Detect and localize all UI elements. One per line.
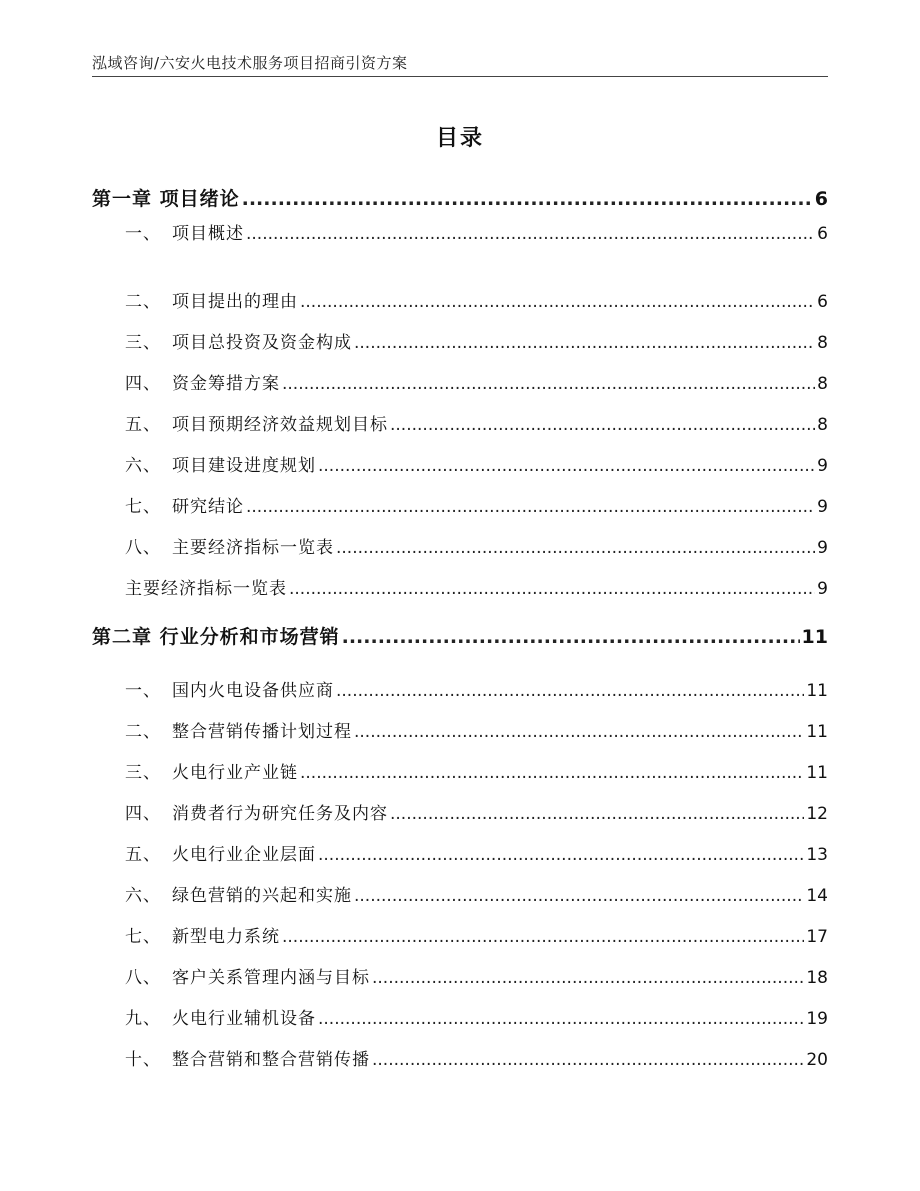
- toc-section-1-5[interactable]: [125, 410, 828, 435]
- toc-section-label: 项目概述: [172, 224, 244, 244]
- toc-section-number: 二、: [125, 722, 161, 742]
- toc-section-label: 火电行业企业层面: [172, 845, 316, 865]
- toc-section-2-9[interactable]: [125, 1004, 828, 1029]
- toc-dot-leader: [372, 968, 804, 988]
- toc-entry-summary-table[interactable]: [125, 574, 828, 599]
- toc-section-1-2[interactable]: [125, 287, 828, 312]
- toc-dot-leader: [282, 374, 815, 394]
- toc-dot-leader: [390, 804, 804, 824]
- toc-section-number: 一、: [125, 224, 161, 244]
- toc-page-number: 9: [817, 497, 828, 517]
- toc-page-number: 14: [806, 886, 828, 906]
- toc-section-number: 六、: [125, 886, 161, 906]
- toc-section-label: 项目总投资及资金构成: [172, 333, 352, 353]
- toc-section-number: 七、: [125, 497, 161, 517]
- toc-chapter-label: 第二章 行业分析和市场营销: [92, 626, 340, 648]
- toc-section-2-1[interactable]: [125, 676, 828, 701]
- toc-dot-leader: [300, 292, 815, 312]
- toc-section-2-6[interactable]: [125, 881, 828, 906]
- toc-dot-leader: [246, 224, 815, 244]
- toc-section-2-4[interactable]: [125, 799, 828, 824]
- toc-section-number: 一、: [125, 681, 161, 701]
- toc-section-1-1[interactable]: [125, 219, 828, 244]
- toc-dot-leader: [318, 1009, 804, 1029]
- toc-section-number: 五、: [125, 415, 161, 435]
- toc-dot-leader: [242, 188, 813, 210]
- toc-page-number: 8: [817, 374, 828, 394]
- toc-section-1-8[interactable]: [125, 533, 828, 558]
- toc-dot-leader: [289, 579, 815, 599]
- toc-page-number: 9: [817, 456, 828, 476]
- toc-dot-leader: [246, 497, 815, 517]
- toc-section-number: 六、: [125, 456, 161, 476]
- toc-dot-leader: [354, 722, 804, 742]
- toc-page-number: 6: [817, 224, 828, 244]
- toc-section-label: 消费者行为研究任务及内容: [172, 804, 388, 824]
- toc-section-label: 资金筹措方案: [172, 374, 280, 394]
- toc-dot-leader: [336, 538, 815, 558]
- toc-page-number: 8: [817, 333, 828, 353]
- toc-page-number: 6: [817, 292, 828, 312]
- toc-section-number: 十、: [125, 1050, 161, 1070]
- toc-section-label: 项目预期经济效益规划目标: [172, 415, 388, 435]
- toc-page-number: 11: [801, 626, 828, 648]
- toc-section-number: 四、: [125, 804, 161, 824]
- toc-section-1-6[interactable]: [125, 451, 828, 476]
- toc-section-label: 火电行业辅机设备: [172, 1009, 316, 1029]
- toc-section-label: 客户关系管理内涵与目标: [172, 968, 370, 988]
- toc-page-number: 11: [806, 763, 828, 783]
- toc-chapter-label: 第一章 项目绪论: [92, 188, 240, 210]
- toc-page-number: 6: [814, 188, 828, 210]
- toc-section-1-3[interactable]: [125, 328, 828, 353]
- toc-title: 目录: [435, 126, 484, 151]
- toc-section-label: 新型电力系统: [172, 927, 280, 947]
- toc-page-number: 9: [817, 579, 828, 599]
- toc-page-number: 18: [806, 968, 828, 988]
- toc-page-number: 11: [806, 722, 828, 742]
- toc-page-number: 13: [806, 845, 828, 865]
- toc-chapter-2[interactable]: [92, 622, 828, 649]
- toc-page-number: 17: [806, 927, 828, 947]
- toc-chapter-1[interactable]: [92, 184, 828, 211]
- toc-dot-leader: [336, 681, 804, 701]
- toc-section-label: 整合营销传播计划过程: [172, 722, 352, 742]
- toc-dot-leader: [390, 415, 815, 435]
- toc-dot-leader: [300, 763, 804, 783]
- toc-section-2-2[interactable]: [125, 717, 828, 742]
- toc-page-number: 9: [817, 538, 828, 558]
- toc-section-2-10[interactable]: [125, 1045, 828, 1070]
- toc-section-2-3[interactable]: [125, 758, 828, 783]
- toc-dot-leader: [342, 626, 800, 648]
- toc-dot-leader: [372, 1050, 804, 1070]
- toc-section-1-4[interactable]: [125, 369, 828, 394]
- toc-section-label: 研究结论: [172, 497, 244, 517]
- toc-page-number: 20: [806, 1050, 828, 1070]
- toc-section-label: 火电行业产业链: [172, 763, 298, 783]
- toc-dot-leader: [282, 927, 804, 947]
- toc-page-number: 19: [806, 1009, 828, 1029]
- toc-dot-leader: [318, 456, 815, 476]
- toc-page-number: 8: [817, 415, 828, 435]
- running-header: 泓域咨询/六安火电技术服务项目招商引资方案: [92, 54, 408, 72]
- toc-section-label: 主要经济指标一览表: [125, 579, 287, 599]
- toc-section-number: 七、: [125, 927, 161, 947]
- toc-section-label: 绿色营销的兴起和实施: [172, 886, 352, 906]
- toc-section-label: 主要经济指标一览表: [172, 538, 334, 558]
- toc-section-label: 项目提出的理由: [172, 292, 298, 312]
- toc-section-label: 项目建设进度规划: [172, 456, 316, 476]
- toc-section-1-7[interactable]: [125, 492, 828, 517]
- toc-dot-leader: [354, 886, 804, 906]
- toc-section-number: 五、: [125, 845, 161, 865]
- toc-section-2-5[interactable]: [125, 840, 828, 865]
- toc-dot-leader: [354, 333, 815, 353]
- toc-section-number: 三、: [125, 333, 161, 353]
- toc-section-2-7[interactable]: [125, 922, 828, 947]
- toc-page-number: 12: [806, 804, 828, 824]
- toc-section-number: 九、: [125, 1009, 161, 1029]
- toc-section-number: 八、: [125, 968, 161, 988]
- toc-section-2-8[interactable]: [125, 963, 828, 988]
- toc-section-label: 整合营销和整合营销传播: [172, 1050, 370, 1070]
- toc-section-number: 二、: [125, 292, 161, 312]
- toc-page-number: 11: [806, 681, 828, 701]
- toc-dot-leader: [318, 845, 804, 865]
- toc-section-number: 四、: [125, 374, 161, 394]
- toc-section-label: 国内火电设备供应商: [172, 681, 334, 701]
- toc-section-number: 八、: [125, 538, 161, 558]
- toc-section-number: 三、: [125, 763, 161, 783]
